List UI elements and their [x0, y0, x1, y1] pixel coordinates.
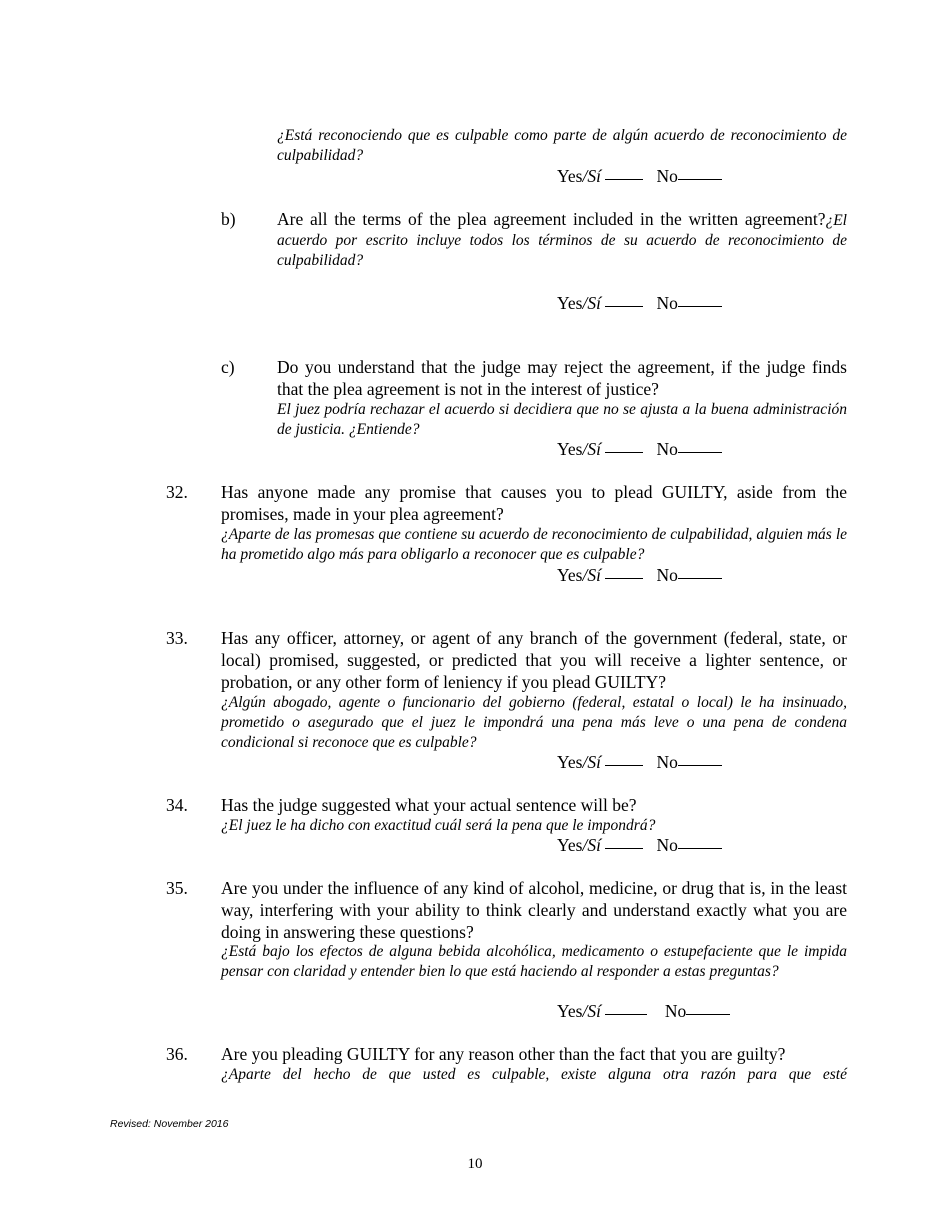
question-34-spanish: ¿El juez le ha dicho con exactitud cuál será la pena que le impondrá? [221, 817, 656, 834]
yes-no-b [557, 292, 722, 314]
question-32-spanish: ¿Aparte de las promesas que contiene su acuerdo de reconocimiento de culpabilidad, alguien más le ha prometido algo más para obligarlo a reconocer que es culpable? [221, 526, 847, 563]
item-a-spanish: ¿Está reconociendo que es culpable como parte de algún acuerdo de reconocimiento de culpabilidad? [277, 127, 847, 164]
yes-no-c [557, 438, 722, 460]
question-36-english: Are you pleading GUILTY for any reason other than the fact that you are guilty? [221, 1044, 786, 1064]
no-label: No [656, 565, 678, 585]
item-c-label: c) [221, 357, 235, 377]
question-33-number: 33. [166, 628, 188, 648]
question-35-spanish: ¿Está bajo los efectos de alguna bebida alcohólica, medicamento o estupefaciente que le impida pensar con claridad y entender bien lo que está haciendo al responder a estas preguntas? [221, 943, 847, 980]
no-label: No [656, 752, 678, 772]
question-34-english: Has the judge suggested what your actual sentence will be? [221, 795, 637, 815]
revision-note: Revised: November 2016 [110, 1118, 229, 1130]
yes-blank[interactable] [605, 848, 643, 849]
item-b-spanish: ¿El acuerdo por escrito incluye todos los términos de su acuerdo de reconocimiento de culpabilidad? [277, 212, 847, 269]
si-label: /Sí [582, 835, 601, 855]
no-label: No [664, 1001, 687, 1021]
yes-no-32 [557, 564, 722, 586]
item-b-english: Are all the terms of the plea agreement included in the written agreement? [277, 209, 826, 229]
question-36-spanish: ¿Aparte del hecho de que usted es culpable, existe alguna otra razón para que esté [221, 1066, 847, 1083]
yes-blank[interactable] [605, 1014, 647, 1015]
yes-label: Yes [557, 835, 583, 855]
item-c-english: Do you understand that the judge may reject the agreement, if the judge finds that the plea agreement is not in the interest of justice? [277, 357, 847, 399]
yes-no-34 [557, 834, 722, 856]
no-blank[interactable] [678, 578, 722, 579]
question-36-number: 36. [166, 1044, 188, 1064]
yes-label: Yes [557, 1001, 583, 1021]
yes-blank[interactable] [605, 179, 643, 180]
yes-blank[interactable] [605, 578, 643, 579]
no-blank[interactable] [678, 765, 722, 766]
yes-label: Yes [557, 565, 583, 585]
question-33-spanish: ¿Algún abogado, agente o funcionario del gobierno (federal, estatal o local) le ha insinuado, prometido o asegurado que el juez le impondrá una pena más leve o una pena de condena condicional si reconoce que es culpable? [221, 694, 847, 751]
no-blank[interactable] [678, 452, 722, 453]
question-32-number: 32. [166, 482, 188, 502]
item-c-spanish: El juez podría rechazar el acuerdo si decidiera que no se ajusta a la buena administración de justicia. ¿Entiende? [277, 401, 847, 438]
si-label: /Sí [582, 1001, 601, 1021]
yes-no-33 [557, 751, 722, 773]
question-33-english: Has any officer, attorney, or agent of any branch of the government (federal, state, or local) promised, suggested, or predicted that you will receive a lighter sentence, or probation, or any other form of leniency if you plead GUILTY? [221, 628, 847, 692]
yes-label: Yes [557, 752, 583, 772]
no-label: No [656, 166, 678, 186]
si-label: /Sí [582, 439, 601, 459]
page-number: 10 [467, 1156, 483, 1172]
yes-no-35 [557, 1000, 730, 1022]
question-34-number: 34. [166, 795, 188, 815]
question-35-number: 35. [166, 878, 188, 898]
si-label: /Sí [582, 565, 601, 585]
no-blank[interactable] [678, 306, 722, 307]
yes-label: Yes [557, 166, 583, 186]
no-label: No [656, 293, 678, 313]
yes-blank[interactable] [605, 452, 643, 453]
question-32-english: Has anyone made any promise that causes you to plead GUILTY, aside from the promises, made in your plea agreement? [221, 482, 847, 524]
yes-label: Yes [557, 293, 583, 313]
yes-label: Yes [557, 439, 583, 459]
yes-blank[interactable] [605, 306, 643, 307]
item-b-text [277, 208, 847, 271]
si-label: /Sí [582, 293, 601, 313]
question-35-english: Are you under the influence of any kind of alcohol, medicine, or drug that is, in the least way, interfering with your ability to think clearly and understand exactly what you are doing in answering these questions? [221, 878, 847, 942]
si-label: /Sí [582, 752, 601, 772]
si-label: /Sí [582, 166, 601, 186]
yes-no-a [557, 165, 722, 187]
no-blank[interactable] [678, 179, 722, 180]
item-b-label: b) [221, 209, 236, 229]
no-blank[interactable] [686, 1014, 730, 1015]
no-blank[interactable] [678, 848, 722, 849]
no-label: No [656, 835, 678, 855]
yes-blank[interactable] [605, 765, 643, 766]
no-label: No [656, 439, 678, 459]
